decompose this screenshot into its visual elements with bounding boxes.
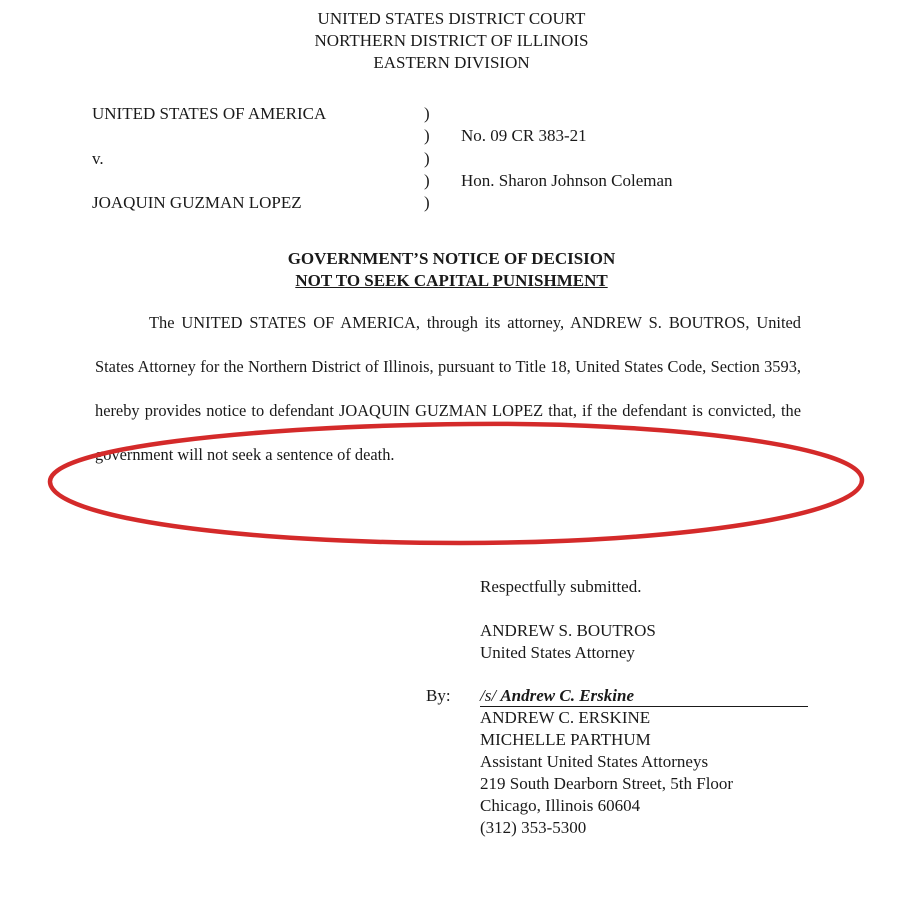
court-division: EASTERN DIVISION: [373, 53, 530, 72]
by-label: By:: [426, 686, 451, 705]
court-district: NORTHERN DISTRICT OF ILLINOIS: [314, 31, 589, 50]
case-number: No. 09 CR 383-21: [461, 126, 587, 145]
caption-defendant: JOAQUIN GUZMAN LOPEZ: [92, 193, 302, 212]
judge-name: Hon. Sharon Johnson Coleman: [461, 171, 673, 190]
address-street: 219 South Dearborn Street, 5th Floor: [480, 774, 734, 793]
attorney-name: ANDREW S. BOUTROS: [480, 621, 656, 640]
signers-title: Assistant United States Attorneys: [480, 752, 709, 771]
caption-paren: ): [424, 104, 430, 123]
court-header: [0, 8, 903, 74]
document-title-line1: GOVERNMENT’S NOTICE OF DECISION: [287, 249, 616, 268]
caption-plaintiff: UNITED STATES OF AMERICA: [92, 104, 327, 123]
caption-paren: ): [424, 193, 430, 212]
caption-paren: ): [424, 171, 430, 190]
signature-line: [480, 685, 808, 707]
attorney-title: United States Attorney: [480, 643, 635, 662]
signer-1: ANDREW C. ERSKINE: [480, 708, 651, 727]
document-title-line2: NOT TO SEEK CAPITAL PUNISHMENT: [295, 271, 608, 290]
court-name: UNITED STATES DISTRICT COURT: [317, 9, 586, 28]
caption-paren: ): [424, 149, 430, 168]
caption-paren: ): [424, 126, 430, 145]
signature-prefix: /s/: [480, 686, 497, 705]
signature-name: Andrew C. Erskine: [500, 686, 634, 705]
document-title: [0, 248, 903, 292]
address-city: Chicago, Illinois 60604: [480, 796, 641, 815]
signer-2: MICHELLE PARTHUM: [480, 730, 651, 749]
caption-versus: v.: [92, 149, 104, 168]
phone-number: (312) 353-5300: [480, 818, 587, 837]
notice-paragraph: [95, 301, 801, 477]
notice-text: The UNITED STATES OF AMERICA, through its attorney, ANDREW S. BOUTROS, United States Attorney for the Northern District of Illinois, pursuant to Title 18, United States Code, Section 3593, hereby provides notice to defendant JOAQUIN GUZMAN LOPEZ that, if the defendant is convicted, the government will not seek a sentence of death.: [95, 313, 801, 464]
closing-text: Respectfully submitted.: [480, 577, 642, 596]
